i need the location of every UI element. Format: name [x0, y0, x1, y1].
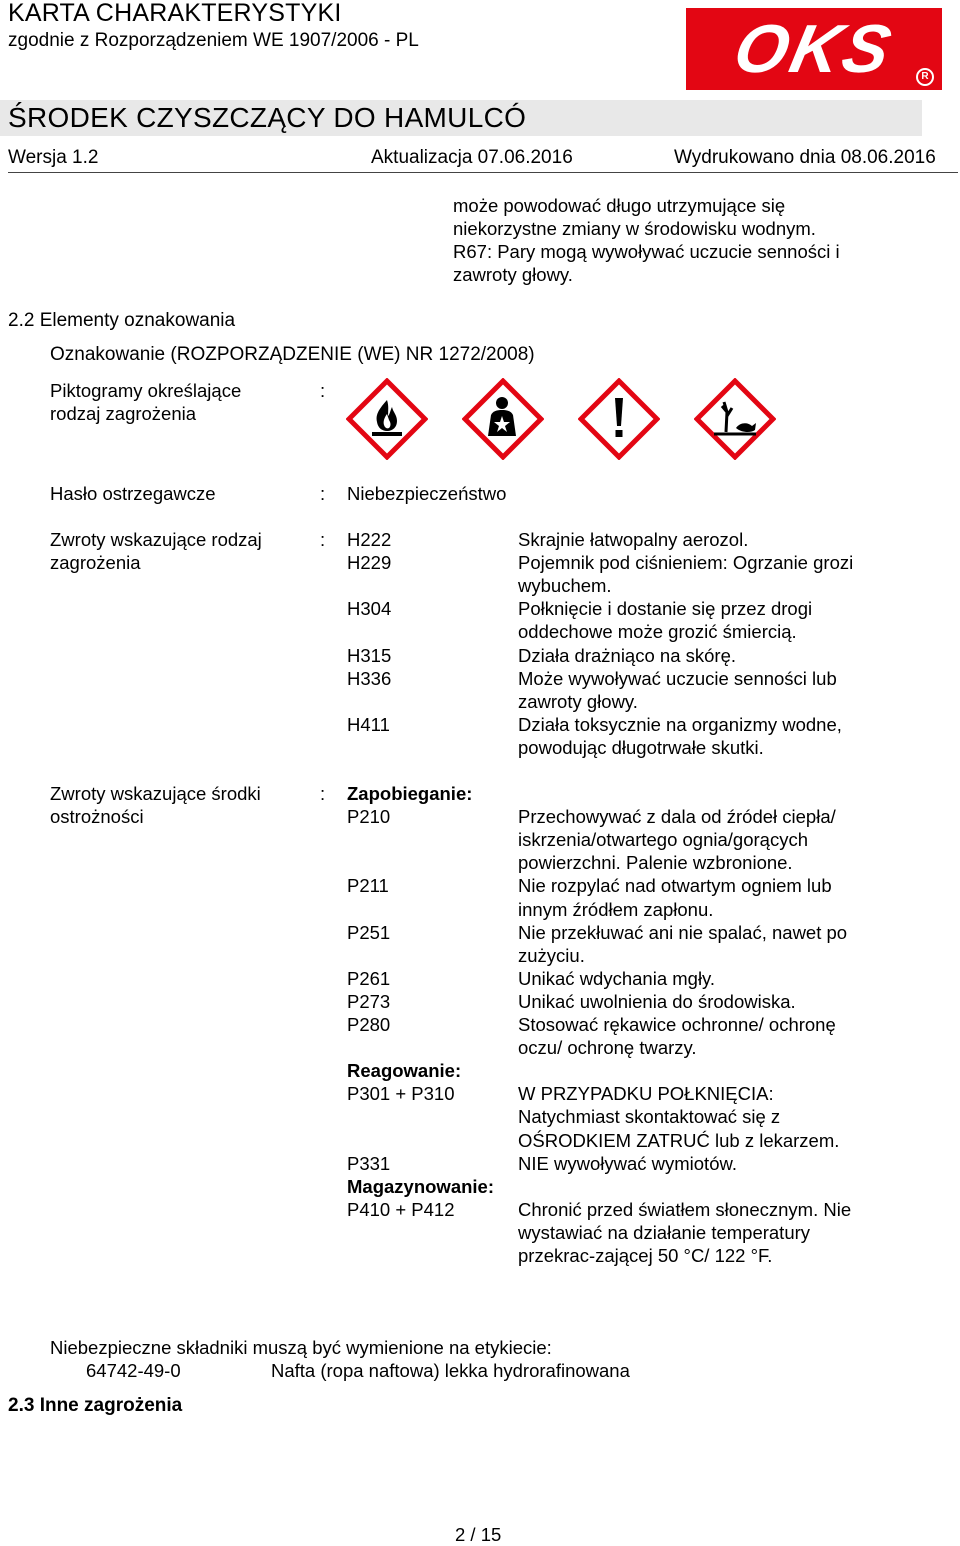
section-heading-2-3: 2.3 Inne zagrożenia — [8, 1395, 183, 1416]
statement-text: Może wywoływać uczucie senności lub — [518, 667, 837, 689]
statement-text: innym źródłem zapłonu. — [518, 898, 714, 920]
statement-text: oddechowe może grozić śmiercią. — [518, 621, 797, 643]
statement-code: H304 — [347, 598, 392, 620]
statement-code: P251 — [347, 921, 391, 943]
statement-text: W PRZYPADKU POŁKNIĘCIA: — [518, 1083, 774, 1105]
statement-text: przekrac-zającej 50 °C/ 122 °F. — [518, 1245, 773, 1266]
statement-text: powierzchni. Palenie wzbronione. — [518, 852, 793, 874]
signal-word: Niebezpieczeństwo — [347, 483, 507, 504]
statement-code: P331 — [347, 1152, 391, 1174]
continued-line: R67: Pary mogą wywoływać uczucie senności i — [453, 241, 840, 262]
statement-code: P273 — [347, 990, 391, 1012]
section-heading: 2.2 Elementy oznakowania — [8, 310, 236, 331]
component-cas: 64742-49-0 — [86, 1360, 181, 1381]
statement-code: P301 + P310 — [347, 1083, 455, 1105]
exclamation-mark-icon — [578, 378, 660, 460]
hazard-label: zagrożenia — [50, 552, 141, 573]
statement-code: P210 — [347, 806, 391, 828]
version-label: Wersja 1.2 — [8, 147, 99, 168]
colon: : — [320, 483, 326, 504]
page-number: 2 / 15 — [455, 1524, 502, 1545]
statement-text: NIE wywoływać wymiotów. — [518, 1152, 737, 1174]
colon: : — [320, 529, 326, 550]
registered-mark-icon: R — [916, 68, 934, 86]
section-subheading: Oznakowanie (ROZPORZĄDZENIE (WE) NR 1272/2008) — [50, 344, 535, 365]
statement-code: H411 — [347, 713, 390, 735]
statement-text: Nie przekłuwać ani nie spalać, nawet po — [518, 921, 848, 943]
continued-line: zawroty głowy. — [453, 264, 573, 285]
statement-text: Unikać uwolnienia do środowiska. — [518, 990, 796, 1012]
colon: : — [320, 783, 326, 804]
component-name: Nafta (ropa naftowa) lekka hydrorafinowana — [271, 1360, 630, 1381]
statement-text: Pojemnik pod ciśnieniem: Ogrzanie grozi — [518, 552, 854, 574]
update-date: Aktualizacja 07.06.2016 — [371, 147, 573, 168]
statement-code: H315 — [347, 644, 392, 666]
statement-text: Chronić przed światłem słonecznym. Nie — [518, 1198, 852, 1220]
statement-text: Przechowywać z dala od źródeł ciepła/ — [518, 806, 836, 828]
pictograms-label: Piktogramy określające — [50, 380, 242, 401]
statement-text: Skrajnie łatwopalny aerozol. — [518, 529, 749, 550]
statement-code: P261 — [347, 967, 391, 989]
regulation-subtitle: zgodnie z Rozporządzeniem WE 1907/2006 - PL — [8, 30, 419, 51]
statement-text: Stosować rękawice ochronne/ ochronę — [518, 1014, 836, 1035]
product-name: ŚRODEK CZYSZCZĄCY DO HAMULCÓ — [8, 102, 527, 133]
statement-text: wystawiać na działanie temperatury — [518, 1221, 811, 1243]
statement-code: H336 — [347, 667, 392, 689]
signal-word-label: Hasło ostrzegawcze — [50, 483, 216, 504]
statement-text: Działa toksycznie na organizmy wodne, — [518, 713, 842, 735]
document-title: KARTA CHARAKTERYSTYKI — [8, 0, 342, 27]
statement-text: Nie rozpylać nad otwartym ogniem lub — [518, 875, 832, 897]
statement-code: P410 + P412 — [347, 1198, 455, 1220]
statement-code: H222 — [347, 529, 392, 550]
statement-text: oczu/ ochronę twarzy. — [518, 1037, 697, 1059]
print-date: Wydrukowano dnia 08.06.2016 — [674, 147, 936, 168]
header-divider — [8, 172, 958, 173]
statement-text: Działa drażniąco na skórę. — [518, 644, 736, 666]
statement-text: Unikać wdychania mgły. — [518, 967, 716, 989]
health-hazard-icon — [462, 378, 544, 460]
storage-heading: Magazynowanie: — [347, 1175, 494, 1197]
statement-text: zawroty głowy. — [518, 690, 638, 712]
statement-code: P211 — [347, 875, 389, 897]
statement-text: iskrzenia/otwartego ognia/gorących — [518, 829, 808, 851]
continued-line: niekorzystne zmiany w środowisku wodnym. — [453, 218, 816, 239]
statement-text: Połknięcie i dostanie się przez drogi — [518, 598, 813, 620]
statement-code: P280 — [347, 1014, 391, 1035]
statement-code: H229 — [347, 552, 392, 574]
statement-text: Natychmiast skontaktować się z — [518, 1106, 781, 1128]
statement-text: wybuchem. — [518, 575, 612, 597]
flame-icon — [346, 378, 428, 460]
oks-logo — [686, 8, 942, 90]
colon: : — [320, 380, 326, 401]
logo-text: OKS — [727, 11, 901, 87]
statement-text: powodując długotrwałe skutki. — [518, 736, 764, 758]
precaution-label: Zwroty wskazujące środki — [50, 783, 261, 804]
statement-text: zużyciu. — [518, 944, 585, 966]
prevention-heading: Zapobieganie: — [347, 783, 473, 804]
hazard-label: Zwroty wskazujące rodzaj — [50, 529, 262, 550]
continued-line: może powodować długo utrzymujące się — [453, 195, 786, 216]
statement-text: OŚRODKIEM ZATRUĆ lub z lekarzem. — [518, 1129, 840, 1151]
pictograms-label: rodzaj zagrożenia — [50, 403, 197, 424]
precaution-label: ostrożności — [50, 806, 144, 827]
label-components-intro: Niebezpieczne składniki muszą być wymienione na etykiecie: — [50, 1337, 552, 1358]
environment-hazard-icon — [694, 378, 776, 460]
response-heading: Reagowanie: — [347, 1060, 462, 1082]
